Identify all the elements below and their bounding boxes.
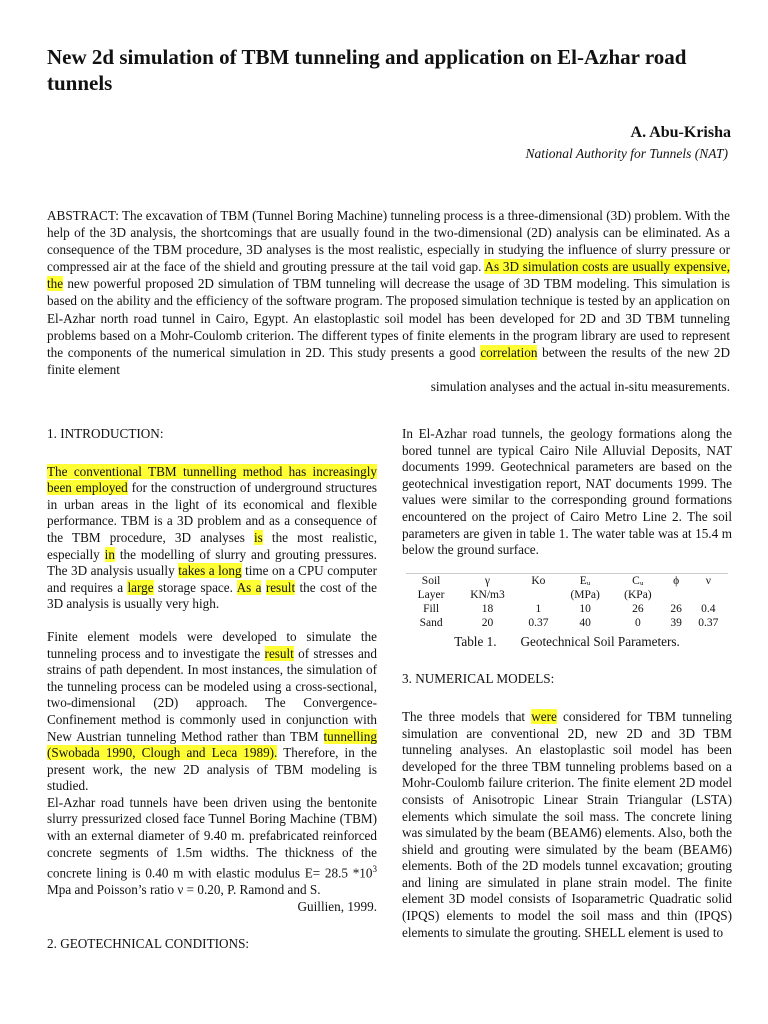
body-text: The three models that (402, 708, 532, 724)
table-1 (402, 573, 732, 651)
citation: Guillien, 1999. (297, 898, 377, 914)
author-name: A. Abu-Krisha (630, 124, 731, 141)
table-header-row (406, 573, 728, 588)
text-highlight: were (531, 708, 557, 724)
table-cell: 0.37 (698, 616, 719, 629)
table-cell: 26 (632, 602, 644, 615)
table-cell: Sand (419, 616, 443, 629)
intro-paragraph-1 (47, 464, 377, 613)
text-highlight: As a (236, 579, 262, 595)
abstract-highlight: As 3D simulation costs are usually expensive, the (47, 259, 730, 292)
table-cell: 39 (670, 616, 682, 629)
geo-paragraph: In El-Azhar road tunnels, the geology formations along the bored tunnel are typical Cairo Nile Alluvial Deposits, NAT documents 1999. Geotechnical parameters are based on the geotechnical investigation report, NAT documents 1999. The values were similar to the corresponding ground formations encountered on the project of Cairo Metro Line 2. The soil parameters are given in table 1. The water table was at 15.4 m below the ground surface. (402, 426, 732, 558)
text-highlight: is (253, 529, 263, 545)
abstract (47, 207, 730, 395)
table-cell: 18 (481, 602, 494, 615)
text-highlight: tunnelling (Swobada 1990, Clough and Leca 1989). (47, 728, 377, 761)
body-text: for the construction of underground structures in urban areas in the light of its economical and flexible performance. TBM is a 3D problem and as a consequence of the TBM procedure, 3D analyses (47, 480, 377, 545)
text-highlight: takes a long (178, 563, 242, 579)
table-unit-cell: (MPa) (570, 588, 600, 601)
table-cell: 10 (579, 602, 591, 615)
table-caption (402, 634, 732, 651)
table-header-cell: Soil (421, 574, 441, 587)
paper-title: New 2d simulation of TBM tunneling and application on El-Azhar road tunnels (47, 45, 687, 95)
left-column (47, 426, 377, 953)
table-row (406, 602, 728, 616)
table-unit-cell: KN/m3 (470, 588, 505, 601)
text-highlight: large (127, 579, 154, 595)
text-highlight: in (104, 546, 115, 562)
intro-paragraph-3 (47, 795, 377, 916)
table-unit-cell (689, 588, 728, 602)
numerical-paragraph (402, 709, 732, 941)
intro-paragraph-2 (47, 629, 377, 795)
table-cell: 0.37 (528, 616, 549, 629)
text-highlight: The conventional TBM tunnelling method has increasingly been employed (47, 463, 377, 496)
table-unit-cell (519, 588, 558, 602)
abstract-highlight: correlation (480, 344, 538, 360)
body-text: the most realistic, especially (47, 529, 378, 562)
abstract-label: ABSTRACT: (47, 208, 119, 223)
table-cell: 40 (579, 616, 591, 629)
table-header-cell: ν (705, 574, 711, 587)
table-cell: 0 (635, 616, 641, 629)
table-caption-text: Geotechnical Soil Parameters. (520, 633, 680, 649)
section-heading-numerical: 3. NUMERICAL MODELS: (402, 671, 555, 687)
table-header-cell: Ko (531, 574, 546, 587)
table-row (406, 616, 728, 630)
table-units-row (406, 588, 728, 602)
body-text: time on a CPU computer and requires a (47, 563, 377, 595)
body-text: the cost of the 3D analysis is usually very high. (47, 579, 378, 612)
body-text: Mpa and Poisson’s ratio ν = 0.20, P. Ramond and S. (47, 882, 321, 898)
body-text: considered for TBM tunneling simulation are conventional 2D, new 2D and 3D TBM tunneling analyses. An elastoplastic soil model has been developed for the three TBM tunneling problems based on a Mohr-Coulomb failure criterion. The finite element 2D model consists of Anisotropic Linear Strain Triangular (LSTA) elements which simulate the soil mass. The concrete lining was simulated by the beam (BEAM6) elements. Also, both the shield and grouting were simulated by the beam (BEAM6) elements. Both of the 2D models tunnel excavation; grouting and lining are simulated in plane strain model. The finite element 3D model consists of Isoparametric Quadratic solid (IPQS) elements to model the soil mass and thin (IPQS) elements to simulate the grouting. SHELL element is used to (402, 708, 733, 940)
body-text: the modelling of slurry and grouting pressures. The 3D analysis usually (47, 546, 377, 579)
section-heading-geotechnical: 2. GEOTECHNICAL CONDITIONS: (47, 936, 250, 952)
table-caption-label: Table 1. (454, 633, 497, 649)
table-cell: 1 (535, 602, 542, 615)
body-text: El-Azhar road tunnels have been driven using the bentonite slurry pressurized closed face Tunnel Boring Machine (TBM) with an external diameter of 9.40 m. prefabricated reinforced concrete segments of 1.5m widths. The thickness of the concrete lining is 0.40 m with elastic modulus E= 28.5 *10 (47, 794, 377, 881)
table-header-cell: Eᵤ (579, 574, 591, 587)
abstract-text: between the results of the new 2D finite element (47, 344, 730, 377)
text-highlight: result (265, 579, 296, 595)
superscript: 3 (372, 864, 377, 875)
author-affiliation: National Authority for Tunnels (NAT) (525, 146, 728, 161)
body-text: Therefore, in the present work, the new 2D analysis of TBM modeling is studied. (47, 745, 377, 794)
table-unit-cell: (KPa) (624, 588, 652, 601)
table-cell: 20 (481, 616, 494, 629)
abstract-text: The excavation of TBM (Tunnel Boring Machine) tunneling process is a three-dimensional (3D) problem. With the help of the 3D analysis, the shortcomings that are usually found in the two-dimensional (2D) analysis can be eliminated. As a consequence of the TBM procedure, 3D analyses is the most realistic, especially in studying the influence of slurry pressure or compressed air at the face of the shield and grouting pressure at the tail void gap. (47, 208, 730, 275)
body-text: storage space. (153, 579, 237, 595)
text-highlight: result (264, 645, 294, 661)
table-cell: 26 (670, 602, 682, 615)
body-text: of stresses and strains of path dependent. In most instances, the simulation of the tunneling process can be modeled using a cross-sectional, two-dimensional (2D) approach. The Convergence-Confinement method is commonly used in conjunction with New Austrian tunneling Method rather than TBM (47, 645, 377, 744)
table-header-cell: γ (484, 574, 490, 587)
table-cell: Fill (423, 602, 440, 615)
abstract-last-line: simulation analyses and the actual in-situ measurements. (430, 378, 730, 394)
body-text: Finite element models were developed to simulate the tunneling process and to investigate the (47, 628, 377, 661)
abstract-text: new powerful proposed 2D simulation of TBM tunneling will decrease the usage of 3D TBM modeling. This simulation is based on the ability and the efficiency of the software program. The proposed simulation technique is tested by an application on El-Azhar north road tunnel in Cairo, Egypt. An elastoplastic soil model has been developed for 2D and 3D TBM tunneling problems based on a Mohr-Coulomb criterion. The different types of finite elements in the program library are used to represent the components of the numerical simulation in 2D. This study presents a good (47, 276, 730, 360)
table-unit-cell (664, 588, 689, 602)
right-column (402, 426, 732, 941)
section-heading-introduction: 1. INTRODUCTION: (47, 426, 164, 441)
table-header-cell: ϕ (673, 574, 680, 587)
table-unit-cell: Layer (417, 588, 445, 601)
soil-parameters-table (406, 573, 728, 630)
table-cell: 0.4 (701, 602, 716, 615)
table-header-cell: Cᵤ (632, 574, 644, 587)
